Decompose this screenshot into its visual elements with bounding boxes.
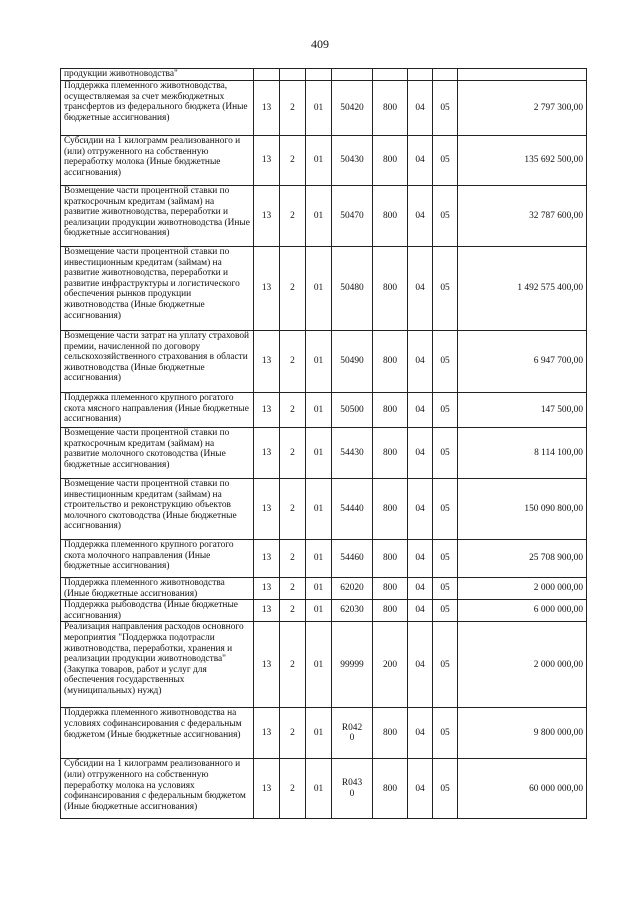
cell-direction: 50500 [332,393,373,428]
table-row [61,331,587,393]
table-row [61,759,587,819]
cell-code-13: 13 [254,578,280,600]
row-description: Поддержка племенного животноводства, осуществляемая за счет межбюджетных трансфертов из федерального бюджета (Иные бюджетные ассигнования) [61,81,254,136]
table-row [61,69,587,81]
cell-section: 04 [408,600,433,622]
cell-amount: 147 500,00 [458,393,587,428]
cell-direction: 99999 [332,622,373,708]
cell-subsection: 05 [433,331,458,393]
cell-section [408,69,433,81]
cell-expense-type: 800 [373,136,408,186]
table-row [61,428,587,479]
cell-subprogram: 2 [280,479,306,540]
cell-code-13: 13 [254,540,280,578]
cell-expense-type: 800 [373,186,408,247]
cell-expense-type: 800 [373,393,408,428]
cell-section: 04 [408,708,433,759]
cell-event: 01 [306,393,332,428]
cell-code-13: 13 [254,759,280,819]
row-description: Возмещение части процентной ставки по краткосрочным кредитам (займам) на развитие молочного скотоводства (Иные бюджетные ассигнования) [61,428,254,479]
cell-event: 01 [306,578,332,600]
cell-subsection: 05 [433,186,458,247]
cell-expense-type [373,69,408,81]
budget-table [60,68,587,819]
cell-amount: 25 708 900,00 [458,540,587,578]
cell-code-13: 13 [254,247,280,331]
cell-event: 01 [306,186,332,247]
cell-code-13: 13 [254,708,280,759]
cell-direction: 50430 [332,136,373,186]
cell-expense-type: 200 [373,622,408,708]
row-description: Поддержка племенного животноводства на условиях софинансирования с федеральным бюджетом (Иные бюджетные ассигнования) [61,708,254,759]
cell-subsection: 05 [433,622,458,708]
cell-expense-type: 800 [373,578,408,600]
cell-section: 04 [408,759,433,819]
row-description: продукции животноводства" [61,69,254,81]
table-row [61,81,587,136]
cell-subsection: 05 [433,600,458,622]
table-row [61,578,587,600]
cell-event [306,69,332,81]
cell-section: 04 [408,622,433,708]
cell-direction: 62020 [332,578,373,600]
cell-code-13: 13 [254,81,280,136]
cell-section: 04 [408,247,433,331]
cell-expense-type: 800 [373,247,408,331]
cell-subsection: 05 [433,479,458,540]
row-description: Реализация направления расходов основного мероприятия "Поддержка подотрасли животноводства, переработки, хранения и реализации продукции животноводства" (Закупка товаров, работ и услуг для обеспечения государственных (муниципальных) нужд) [61,622,254,708]
cell-event: 01 [306,600,332,622]
cell-amount: 32 787 600,00 [458,186,587,247]
cell-event: 01 [306,136,332,186]
cell-direction: 50420 [332,81,373,136]
cell-subprogram: 2 [280,622,306,708]
cell-code-13: 13 [254,331,280,393]
cell-amount: 2 797 300,00 [458,81,587,136]
cell-event: 01 [306,331,332,393]
cell-section: 04 [408,331,433,393]
cell-expense-type: 800 [373,479,408,540]
page-number: 409 [311,37,329,51]
cell-code-13: 13 [254,393,280,428]
cell-expense-type: 800 [373,540,408,578]
cell-direction: 50470 [332,186,373,247]
table-row [61,600,587,622]
cell-subprogram: 2 [280,247,306,331]
cell-event: 01 [306,540,332,578]
cell-section: 04 [408,540,433,578]
row-description: Возмещение части процентной ставки по инвестиционным кредитам (займам) на развитие животноводства, переработки и развитие инфраструктуры и логистического обеспечения рынков продукции животноводства (Иные бюджетные ассигнования) [61,247,254,331]
cell-event: 01 [306,479,332,540]
table-row [61,136,587,186]
cell-subsection: 05 [433,136,458,186]
table-row [61,708,587,759]
cell-event: 01 [306,708,332,759]
cell-amount: 8 114 100,00 [458,428,587,479]
cell-subprogram: 2 [280,186,306,247]
cell-direction: 54430 [332,428,373,479]
cell-expense-type: 800 [373,600,408,622]
cell-code-13: 13 [254,136,280,186]
cell-subprogram: 2 [280,578,306,600]
cell-subsection [433,69,458,81]
row-description: Субсидии на 1 килограмм реализованного и (или) отгруженного на собственную переработку молока (Иные бюджетные ассигнования) [61,136,254,186]
row-description: Возмещение части процентной ставки по инвестиционным кредитам (займам) на строительство и реконструкцию объектов молочного скотоводства (Иные бюджетные ассигнования) [61,479,254,540]
cell-amount: 60 000 000,00 [458,759,587,819]
cell-direction: 54460 [332,540,373,578]
cell-amount: 150 090 800,00 [458,479,587,540]
cell-subsection: 05 [433,428,458,479]
cell-expense-type: 800 [373,428,408,479]
cell-direction: 62030 [332,600,373,622]
table-row [61,540,587,578]
cell-event: 01 [306,247,332,331]
cell-expense-type: 800 [373,759,408,819]
cell-code-13: 13 [254,600,280,622]
cell-subprogram: 2 [280,428,306,479]
cell-subprogram: 2 [280,759,306,819]
cell-code-13 [254,69,280,81]
cell-code-13: 13 [254,479,280,540]
cell-subprogram: 2 [280,600,306,622]
cell-code-13: 13 [254,622,280,708]
cell-subsection: 05 [433,540,458,578]
cell-expense-type: 800 [373,81,408,136]
cell-code-13: 13 [254,186,280,247]
table-row [61,479,587,540]
row-description: Субсидии на 1 килограмм реализованного и (или) отгруженного на собственную переработку молока на условиях софинансирования с федеральным бюджетом (Иные бюджетные ассигнования) [61,759,254,819]
cell-section: 04 [408,393,433,428]
cell-event: 01 [306,622,332,708]
cell-direction: R042 0 [332,708,373,759]
cell-direction: 50490 [332,331,373,393]
cell-amount: 2 000 000,00 [458,578,587,600]
cell-amount [458,69,587,81]
cell-amount: 9 800 000,00 [458,708,587,759]
row-description: Поддержка племенного крупного рогатого скота молочного направления (Иные бюджетные ассигнования) [61,540,254,578]
cell-subprogram [280,69,306,81]
cell-subsection: 05 [433,578,458,600]
row-description: Возмещение части процентной ставки по краткосрочным кредитам (займам) на развитие животноводства, переработки и реализации продукции животноводства (Иные бюджетные ассигнования) [61,186,254,247]
cell-section: 04 [408,186,433,247]
table-row [61,393,587,428]
cell-code-13: 13 [254,428,280,479]
row-description: Поддержка племенного животноводства (Иные бюджетные ассигнования) [61,578,254,600]
cell-amount: 1 492 575 400,00 [458,247,587,331]
row-description: Поддержка рыбоводства (Иные бюджетные ассигнования) [61,600,254,622]
cell-section: 04 [408,428,433,479]
cell-event: 01 [306,81,332,136]
cell-event: 01 [306,759,332,819]
cell-expense-type: 800 [373,331,408,393]
cell-subprogram: 2 [280,393,306,428]
cell-amount: 6 000 000,00 [458,600,587,622]
cell-subprogram: 2 [280,331,306,393]
cell-section: 04 [408,136,433,186]
cell-event: 01 [306,428,332,479]
cell-amount: 6 947 700,00 [458,331,587,393]
cell-subsection: 05 [433,708,458,759]
cell-section: 04 [408,479,433,540]
cell-subprogram: 2 [280,136,306,186]
cell-direction: 54440 [332,479,373,540]
cell-direction [332,69,373,81]
cell-subprogram: 2 [280,81,306,136]
cell-subsection: 05 [433,393,458,428]
cell-subprogram: 2 [280,540,306,578]
cell-direction: R043 0 [332,759,373,819]
row-description: Поддержка племенного крупного рогатого скота мясного направления (Иные бюджетные ассигнования) [61,393,254,428]
row-description: Возмещение части затрат на уплату страховой премии, начисленной по договору сельскохозяйственного страхования в области животноводства (Иные бюджетные ассигнования) [61,331,254,393]
cell-subsection: 05 [433,81,458,136]
cell-amount: 135 692 500,00 [458,136,587,186]
cell-section: 04 [408,81,433,136]
table-row [61,247,587,331]
cell-expense-type: 800 [373,708,408,759]
table-row [61,622,587,708]
cell-subprogram: 2 [280,708,306,759]
cell-direction: 50480 [332,247,373,331]
cell-section: 04 [408,578,433,600]
cell-subsection: 05 [433,247,458,331]
table-row [61,186,587,247]
cell-amount: 2 000 000,00 [458,622,587,708]
cell-subsection: 05 [433,759,458,819]
